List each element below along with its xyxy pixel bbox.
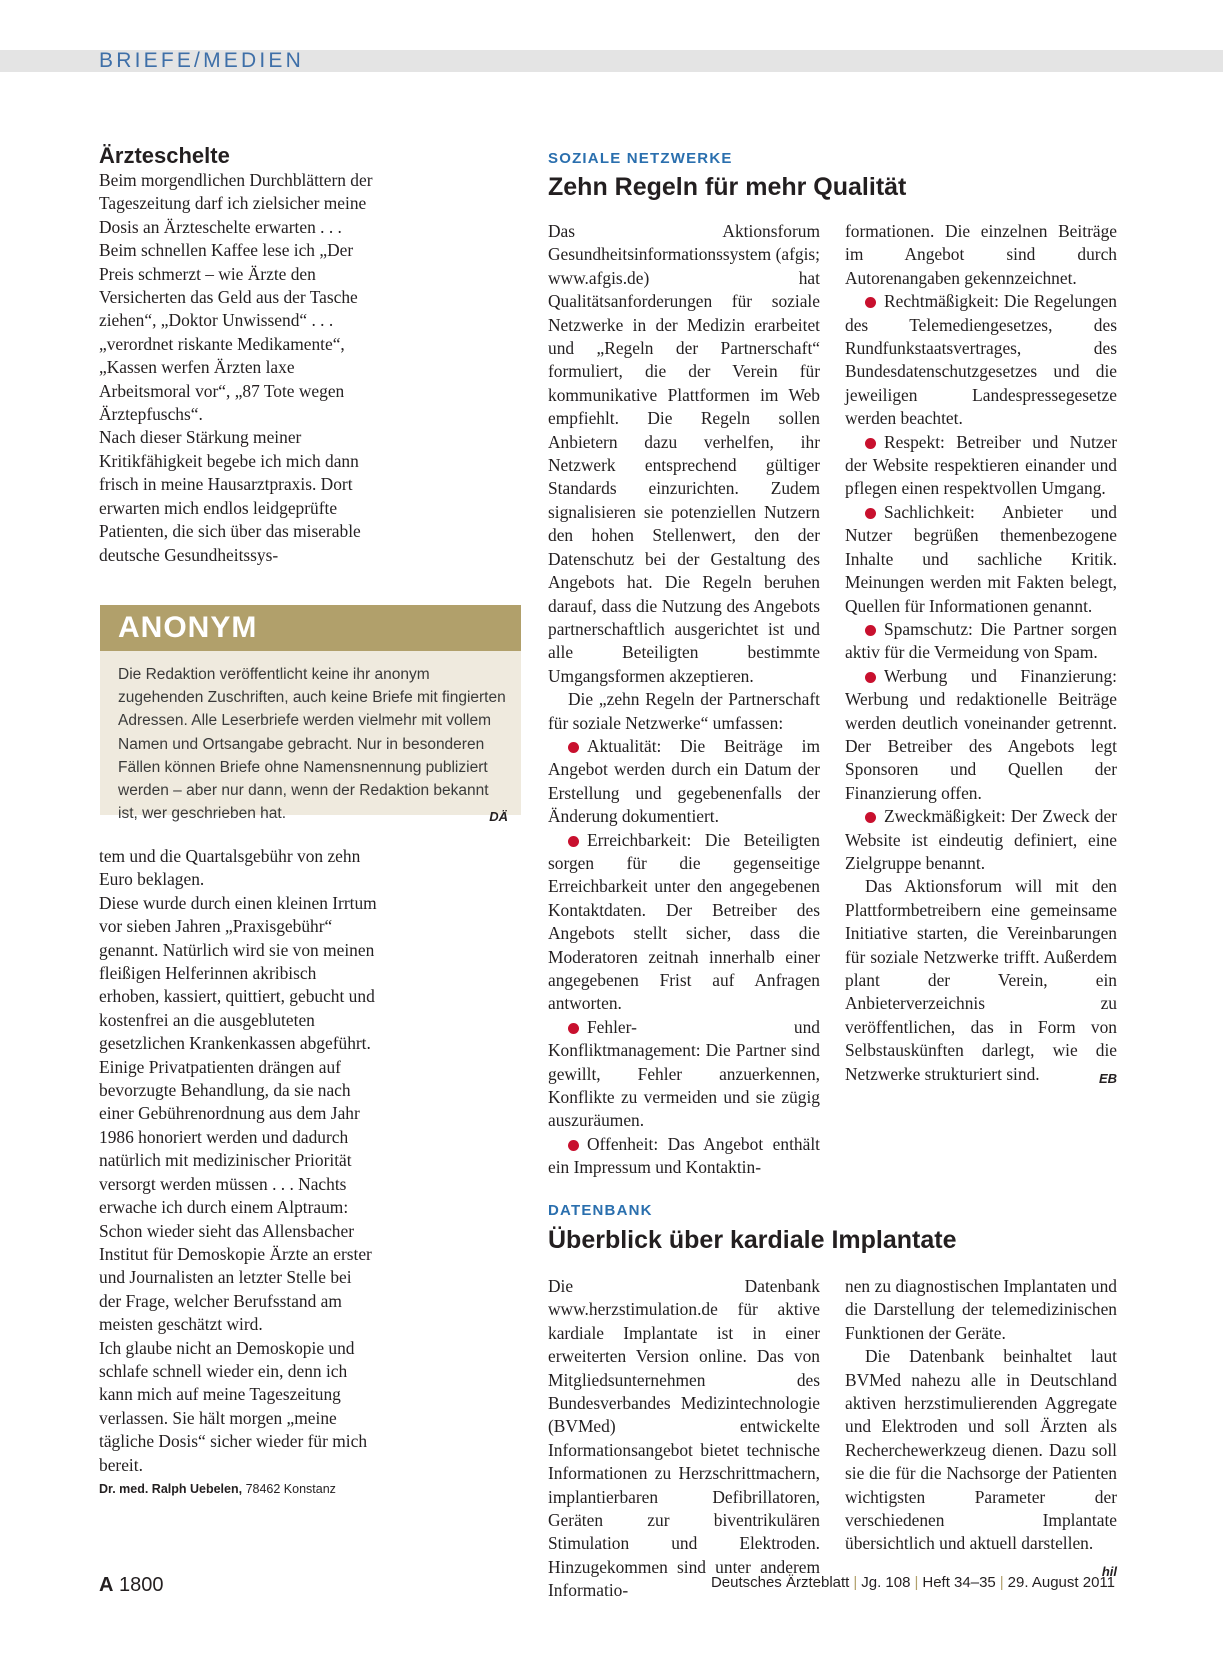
bullet-dot-icon [865, 508, 876, 519]
bullet-text: Aktualität: Die Beiträge im Angebot werden durch ein Datum der Erstellung und gegebenenfalls der Änderung dokumentiert. [548, 735, 820, 827]
bullet-dot-icon [865, 438, 876, 449]
bullet-text: Werbung und Finanzierung: Werbung und redaktionelle Beiträge werden deutlich voneinander getrennt. Der Betreiber des Angebots legt Sponsoren und Quellen der Finanzierung offen. [845, 665, 1117, 803]
article-paragraph: Die „zehn Regeln der Partnerschaft für soziale Netzwerke“ umfassen: [548, 689, 820, 733]
letter-column-bottom [99, 845, 377, 1499]
bullet-text: Spamschutz: Die Partner sorgen aktiv für die Vermeidung von Spam. [845, 618, 1117, 663]
article-bullet-item [548, 735, 820, 829]
bullet-dot-icon [865, 672, 876, 683]
signature-name: Dr. med. Ralph Uebelen, [99, 1481, 243, 1496]
article1-title: Zehn Regeln für mehr Qualität [548, 173, 907, 201]
article2-author-tag: hil [1101, 1563, 1117, 1579]
bullet-dot-icon [568, 836, 579, 847]
anonym-box [100, 605, 521, 825]
bullet-dot-icon [568, 742, 579, 753]
article2-title: Überblick über kardiale Implantate [548, 1226, 957, 1254]
article-bullet-item [845, 805, 1117, 875]
article-bullet-item [845, 618, 1117, 665]
section-label: BRIEFE/MEDIEN [99, 49, 304, 72]
anonym-box-text [118, 663, 508, 828]
article-bullet-item [845, 665, 1117, 805]
article-paragraph [845, 1345, 1117, 1579]
article-bullet-item [845, 501, 1117, 618]
article1-kicker: SOZIALE NETZWERKE [548, 150, 733, 167]
letter-paragraph: Beim morgendlichen Durchblättern der Tageszeitung darf ich zielsicher meine Dosis an Ärzteschelte erwarten . . . Beim schnellen Kaffee lese ich „Der Preis schmerzt – wie Ärzte den Versicherten das Geld aus der Tasche ziehen“, „Doktor Unwissend“ . . . „verordnet riskante Medikamente“, „Kassen werfen Ärzten laxe Arbeitsmoral vor“, „87 Tote wegen Ärztepfuschs“. [99, 170, 373, 425]
separator: | [914, 1574, 919, 1591]
journal-info [711, 1574, 1115, 1591]
anonym-box-body: Die Redaktion veröffentlicht keine ihr anonym zugehenden Zuschriften, auch keine Briefe mit fingierten Adressen. Alle Leserbriefe werden vielmehr mit vollem Namen und Ortsangabe gebracht. Nur in besonderen Fällen können Briefe ohne Namensnennung publiziert werden – aber nur dann, wenn der Redaktion bekannt ist, wer geschrieben hat. [118, 666, 506, 823]
letter-paragraph: Einige Privatpatienten drängen auf bevorzugte Behandlung, da sie nach einer Gebührenordnung aus dem Jahr 1986 honoriert werden und dadurch natürlich mit medizinischer Priorität versorgt werden müssen . . . Nachts erwache ich durch einem Alptraum: Schon wieder sieht das Allensbacher Institut für Demoskopie Ärzte an erster und Journalisten an letzter Stelle bei der Frage, welcher Berufsstand am meisten geschätzt wird. [99, 1056, 372, 1335]
article2-column-1 [548, 1275, 820, 1603]
bullet-dot-icon [865, 812, 876, 823]
bullet-text: Zweckmäßigkeit: Der Zweck der Website ist eindeutig definiert, eine Zielgruppe benannt. [845, 806, 1117, 873]
article-paragraph: Das Aktionsforum Gesundheitsinformationssystem (afgis; www.afgis.de) hat Qualitätsanforderungen für soziale Netzwerke in der Medizin erarbeitet und „Regeln der Partnerschaft“ formuliert, die der Verein für kommunikative Plattformen im Web empfiehlt. Die Regeln sollen Anbietern dazu verhelfen, ihr Netzwerk entsprechend gültiger Standards einzurichten. Zudem signalisieren sie potenziellen Nutzern den hohen Stellenwert, den der Datenschutz bei der Gestaltung des Angebots hat. Die Regeln beruhen darauf, dass die Nutzung des Angebots partnerschaftlich ausgerichtet ist und alle Beteiligten bestimmte Umgangsformen akzeptieren. [548, 221, 820, 686]
article-bullet-item [548, 1016, 820, 1133]
closing-text: Das Aktionsforum will mit den Plattformbetreibern eine gemeinsame Initiative starten, die Vereinbarungen für soziale Netzwerke trifft. Außerdem plant der Verein, ein Anbieterverzeichnis zu veröffentlichen, das in Form von Selbstauskünften darlegt, wie die Netzwerke strukturiert sind. [845, 876, 1117, 1084]
article2-column-2 [845, 1275, 1117, 1583]
anonym-box-tag: DÄ [489, 809, 508, 825]
journal-date: 29. August 2011 [1007, 1574, 1115, 1591]
article-bullet-item [845, 431, 1117, 501]
bullet-text: Rechtmäßigkeit: Die Regelungen des Telemediengesetzes, des Rundfunkstaatsvertrages, des Bundesdatenschutzgesetzes und die jeweiligen Landespressegesetze werden beachtet. [845, 291, 1117, 429]
separator: | [999, 1574, 1004, 1591]
letter-paragraph: Nach dieser Stärkung meiner Kritikfähigkeit begebe ich mich dann frisch in meine Hausarztpraxis. Dort erwarten mich endlos leidgeprüfte Patienten, die sich über das miserable deutsche Gesundheitssys- [99, 427, 361, 565]
article2-kicker: DATENBANK [548, 1202, 653, 1219]
letter-column-top [99, 143, 377, 567]
journal-volume: Jg. 108 [861, 1574, 911, 1591]
bullet-dot-icon [865, 297, 876, 308]
bullet-dot-icon [568, 1140, 579, 1151]
page-number-value: 1800 [119, 1574, 164, 1596]
bullet-text: Sachlichkeit: Anbieter und Nutzer begrüßen themenbezogene Inhalte und sachliche Kritik. Meinungen werden mit Fakten belegt, Quellen für Informationen genannt. [845, 501, 1117, 616]
anonym-box-title: ANONYM [118, 611, 258, 644]
separator: | [853, 1574, 858, 1591]
bullet-dot-icon [568, 1023, 579, 1034]
page-number [99, 1574, 164, 1597]
bullet-text: Respekt: Betreiber und Nutzer der Website respektieren einander und pflegen einen respektvollen Umgang. [845, 431, 1117, 499]
page-prefix: A [99, 1574, 114, 1596]
bullet-text: Offenheit: Das Angebot enthält ein Impressum und Kontaktin- [548, 1133, 820, 1178]
article-bullet-item [548, 829, 820, 1016]
letter-signature [99, 1479, 377, 1499]
article-paragraph [845, 875, 1117, 1086]
article-paragraph: nen zu diagnostischen Implantaten und die Darstellung der telemedizinischen Funktionen der Geräte. [845, 1276, 1117, 1343]
article-bullet-item [548, 1133, 820, 1180]
anonym-box-header [100, 605, 521, 651]
article1-author-tag: EB [1098, 1070, 1117, 1086]
letter-paragraph: Ich glaube nicht an Demoskopie und schlafe schnell wieder ein, denn ich kann mich auf meine Tageszeitung verlassen. Sie hält morgen „meine tägliche Dosis“ sicher wieder für mich bereit. [99, 1337, 368, 1475]
letter-paragraph: tem und die Quartalsgebühr von zehn Euro beklagen. [99, 846, 361, 890]
article1-column-1 [548, 220, 820, 1180]
bullet-text: Fehler- und Konfliktmanagement: Die Partner sind gewillt, Fehler anzuerkennen, Konflikte zu vermeiden und sie zügig auszuräumen. [548, 1016, 820, 1131]
letter-paragraph: Diese wurde durch einen kleinen Irrtum vor sieben Jahren „Praxisgebühr“ genannt. Natürlich wird sie von meinen fleißigen Helferinnen akribisch erhoben, kassiert, quittiert, gebucht und kostenfrei an die ausgebluteten gesetzlichen Krankenkassen abgeführt. [99, 892, 377, 1054]
bullet-text: Erreichbarkeit: Die Beteiligten sorgen für die gegenseitige Erreichbarkeit unter den angegebenen Kontaktdaten. Der Betreiber des Angebots stellt sicher, dass die Moderatoren zeitnah innerhalb einer angegebenen Frist auf Anfragen antworten. [548, 829, 820, 1014]
bullet-dot-icon [865, 625, 876, 636]
article-bullet-item [845, 290, 1117, 430]
article1-column-2 [845, 220, 1117, 1090]
closing-text: Die Datenbank beinhaltet laut BVMed nahezu alle in Deutschland aktiven herzstimulierenden Aggregate und Elektroden und soll Ärzten als Recherchewerkzeug dienen. Dazu soll sie die für die Nachsorge der Patienten wichtigsten Parameter der verschiedenen Implantate übersichtlich und aktuell darstellen. [845, 1346, 1117, 1554]
signature-place: 78462 Konstanz [245, 1481, 336, 1496]
journal-name: Deutsches Ärzteblatt [710, 1574, 850, 1591]
article-paragraph: formationen. Die einzelnen Beiträge im Angebot sind durch Autorenangaben gekennzeichnet. [845, 221, 1117, 288]
article-paragraph: Die Datenbank www.herzstimulation.de für aktive kardiale Implantate ist in einer erweiterten Version online. Das von Mitgliedsunternehmen des Bundesverbandes Medizintechnologie (BVMed) entwickelte Informationsangebot bietet technische Informationen zu Herzschrittmachern, implantierbaren Defibrillatoren, Geräten zur biventrikulären Stimulation und Elektroden. Hinzugekommen sind unter anderem Informatio- [548, 1276, 820, 1601]
journal-issue: Heft 34–35 [922, 1574, 996, 1591]
letter-title: Ärzteschelte [99, 143, 230, 168]
